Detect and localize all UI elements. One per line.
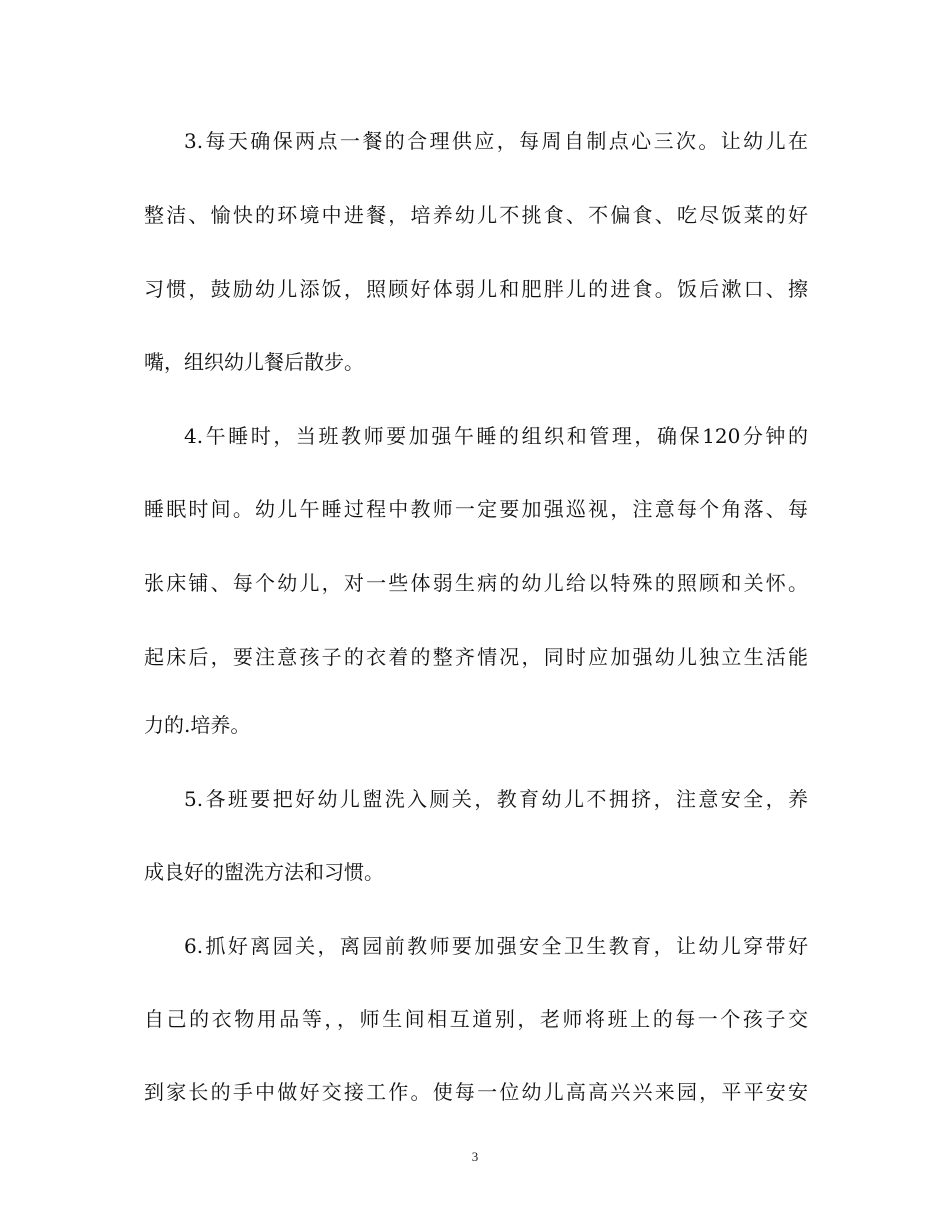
paragraph-6-line-1: 6.抓好离园关，离园前教师要加强安全卫生教育，让幼儿穿带好 bbox=[184, 934, 808, 958]
paragraph-6-line-3: 到家长的手中做好交接工作。使每一位幼儿高高兴兴来园，平平安安 bbox=[144, 1080, 808, 1104]
paragraph-6-line-2: 自己的衣物用品等，，师生间相互道别，老师将班上的每一个孩子交 bbox=[144, 1007, 808, 1031]
paragraph-4-line-3: 张床铺、每个幼儿，对一些体弱生病的幼儿给以特殊的照顾和关怀。 bbox=[144, 571, 808, 595]
paragraph-4-line-4: 起床后，要注意孩子的衣着的整齐情况，同时应加强幼儿独立生活能 bbox=[144, 645, 808, 669]
paragraph-3-line-3: 习惯，鼓励幼儿添饭，照顾好体弱儿和肥胖儿的进食。饭后漱口、擦 bbox=[144, 277, 808, 301]
paragraph-3-line-4: 嘴，组织幼儿餐后散步。 bbox=[144, 350, 364, 374]
paragraph-5-line-1: 5.各班要把好幼儿盥洗入厕关，教育幼儿不拥挤，注意安全，养 bbox=[184, 787, 808, 811]
paragraph-3-line-2: 整洁、愉快的环境中进餐，培养幼儿不挑食、不偏食、吃尽饭菜的好 bbox=[144, 203, 808, 227]
paragraph-4-line-1: 4.午睡时，当班教师要加强午睡的组织和管理，确保120分钟的 bbox=[184, 424, 808, 448]
paragraph-4-line-5: 力的.培养。 bbox=[144, 713, 251, 737]
paragraph-3-line-1: 3.每天确保两点一餐的合理供应，每周自制点心三次。让幼儿在 bbox=[184, 129, 808, 153]
paragraph-5-line-2: 成良好的盥洗方法和习惯。 bbox=[144, 860, 384, 884]
paragraph-4-line-2: 睡眠时间。幼儿午睡过程中教师一定要加强巡视，注意每个角落、每 bbox=[144, 497, 808, 521]
page-number: 3 bbox=[471, 1149, 479, 1164]
